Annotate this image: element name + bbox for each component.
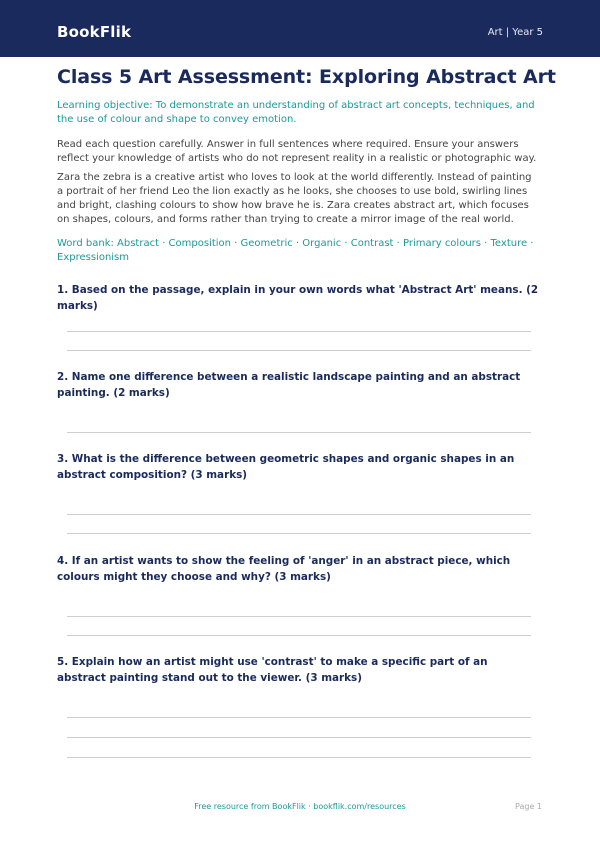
answer-line[interactable] [67, 514, 531, 515]
instructions: Read each question carefully. Answer in full sentences where required. Ensure your answers reflect your knowledge of artists who do not represent reality in a realistic or photographic way. [57, 139, 537, 164]
question-3: 3. What is the difference between geometric shapes and organic shapes in an abstract composition? (3 marks) [57, 453, 515, 481]
question-2: 2. Name one difference between a realistic landscape painting and an abstract painting. (2 marks) [57, 371, 521, 399]
answer-line[interactable] [67, 717, 531, 718]
answer-line[interactable] [67, 432, 531, 433]
answer-line[interactable] [67, 350, 531, 351]
answer-line[interactable] [67, 757, 531, 758]
header-bar [0, 0, 600, 57]
answer-line[interactable] [67, 331, 531, 332]
page-title: Class 5 Art Assessment: Exploring Abstract Art [57, 66, 556, 88]
answer-line[interactable] [67, 533, 531, 534]
page-number: Page 1 [515, 802, 542, 811]
footer-link[interactable]: Free resource from BookFlik · bookflik.com/resources [194, 802, 406, 811]
learning-objective: Learning objective: To demonstrate an understanding of abstract art concepts, techniques, and the use of colour and shape to convey emotion. [57, 100, 535, 125]
question-4: 4. If an artist wants to show the feeling of 'anger' in an abstract piece, which colours might they choose and why? (3 marks) [57, 555, 511, 583]
answer-line[interactable] [67, 635, 531, 636]
word-bank: Word bank: Abstract · Composition · Geometric · Organic · Contrast · Primary colours · Texture · Expressionism [57, 238, 534, 263]
subject-year-label: Art | Year 5 [487, 27, 543, 38]
passage: Zara the zebra is a creative artist who loves to look at the world differently. Instead of painting a portrait of her friend Leo the lion exactly as he looks, she chooses to use bold, swirling lines and bright, clashing colours to show how brave he is. Zara creates abstract art, which focuses on shapes, colours, and forms rather than trying to create a mirror image of the real world. [57, 172, 532, 225]
brand-logo[interactable]: BookFlik [57, 23, 132, 41]
answer-line[interactable] [67, 737, 531, 738]
answer-line[interactable] [67, 616, 531, 617]
question-5: 5. Explain how an artist might use 'contrast' to make a specific part of an abstract painting stand out to the viewer. (3 marks) [57, 656, 488, 684]
question-1: 1. Based on the passage, explain in your own words what 'Abstract Art' means. (2 marks) [57, 284, 539, 312]
